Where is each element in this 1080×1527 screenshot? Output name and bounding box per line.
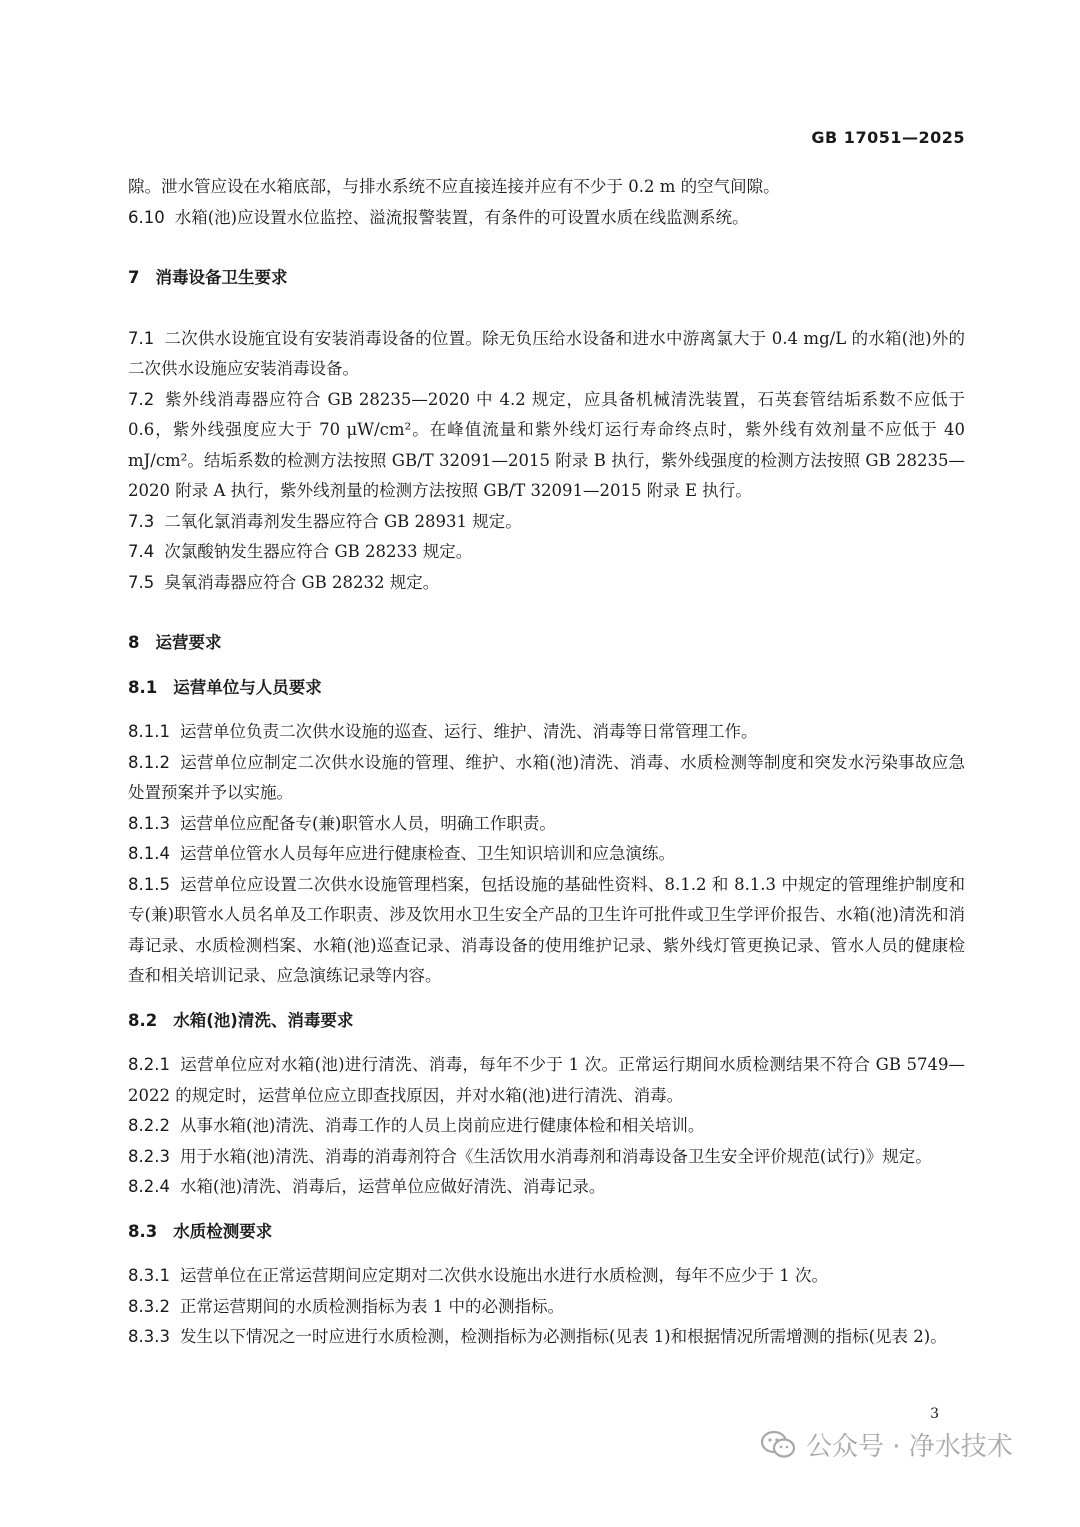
clause-number: 8.1 xyxy=(128,677,158,697)
document-code: GB 17051—2025 xyxy=(811,128,965,147)
clause-text: 水箱(池)应设置水位监控、溢流报警装置，有条件的可设置水质在线监测系统。 xyxy=(174,207,749,227)
clause-number: 8.3 xyxy=(128,1221,158,1241)
clause-number: 7 xyxy=(128,268,140,287)
clause-text: 二氧化氯消毒剂发生器应符合 GB 28931 规定。 xyxy=(164,511,522,531)
clause-number: 7.2 xyxy=(128,389,155,409)
clause-number: 8.1.3 xyxy=(128,813,170,833)
clause-text: 臭氧消毒器应符合 GB 28232 规定。 xyxy=(164,572,440,592)
clause-paragraph xyxy=(128,1322,965,1353)
spacer xyxy=(128,703,965,717)
clause-text: 消毒设备卫生要求 xyxy=(155,268,288,287)
document-body xyxy=(128,172,965,1353)
clause-paragraph xyxy=(128,748,965,809)
clause-text: 运营要求 xyxy=(155,633,222,652)
spacer xyxy=(128,1203,965,1217)
clause-text: 用于水箱(池)清洗、消毒的消毒剂符合《生活饮用水消毒剂和消毒设备卫生安全评价规范(试行)》规定。 xyxy=(179,1146,932,1166)
clause-number: 8 xyxy=(128,633,140,652)
clause-number: 8.1.1 xyxy=(128,722,170,741)
clause-text: 发生以下情况之一时应进行水质检测，检测指标为必测指标(见表 1)和根据情况所需增测的指标(见表 2)。 xyxy=(179,1327,947,1346)
clause-text: 运营单位管水人员每年应进行健康检查、卫生知识培训和应急演练。 xyxy=(179,844,675,863)
clause-number: 7.1 xyxy=(128,328,155,348)
clause-paragraph xyxy=(128,324,965,385)
clause-text: 水箱(池)清洗、消毒后，运营单位应做好清洗、消毒记录。 xyxy=(179,1177,606,1196)
clause-number: 6.10 xyxy=(128,207,165,227)
spacer xyxy=(128,294,965,324)
clause-text: 次氯酸钠发生器应符合 GB 28233 规定。 xyxy=(164,542,473,561)
clause-paragraph xyxy=(128,809,965,840)
clause-paragraph xyxy=(128,1172,965,1203)
clause-paragraph xyxy=(128,839,965,870)
clause-number: 8.3.1 xyxy=(128,1266,170,1285)
clause-text: 隙。泄水管应设在水箱底部，与排水系统不应直接连接并应有不少于 0.2 m 的空气间隙。 xyxy=(128,177,780,196)
section-heading xyxy=(128,673,965,704)
wechat-icon xyxy=(760,1430,796,1460)
clause-text: 运营单位应配备专(兼)职管水人员，明确工作职责。 xyxy=(179,813,556,833)
clause-text: 水质检测要求 xyxy=(173,1221,273,1241)
clause-number: 8.2.2 xyxy=(128,1116,170,1135)
clause-number: 8.3.3 xyxy=(128,1327,170,1346)
clause-number: 8.1.4 xyxy=(128,844,170,863)
clause-paragraph xyxy=(128,203,965,234)
clause-paragraph xyxy=(128,717,965,748)
clause-text: 运营单位应制定二次供水设施的管理、维护、水箱(池)清洗、消毒、水质检测等制度和突发水污染事故应急处置预案并予以实施。 xyxy=(128,752,965,802)
clause-text: 从事水箱(池)清洗、消毒工作的人员上岗前应进行健康体检和相关培训。 xyxy=(179,1116,705,1135)
clause-text: 水箱(池)清洗、消毒要求 xyxy=(173,1010,354,1030)
clause-text: 紫外线消毒器应符合 GB 28235—2020 中 4.2 规定，应具备机械清洗装置，石英套管结垢系数不应低于 0.6，紫外线强度应大于 70 μW/cm²。在峰值流量和紫外线灯运行寿命终点时，紫外线有效剂量不应低于 40 mJ/cm²。结垢系数的检测方法按照 GB/T 32091—2015 附录 B 执行，紫外线强度的检测方法按照 GB 28235—2020 附录 A 执行，紫外线剂量的检测方法按照 GB/T 32091—2015 附录 E 执行。 xyxy=(128,389,965,500)
clause-text: 二次供水设施宜设有安装消毒设备的位置。除无负压给水设备和进水中游离氯大于 0.4 mg/L 的水箱(池)外的二次供水设施应安装消毒设备。 xyxy=(128,328,965,378)
clause-text: 运营单位负责二次供水设施的巡查、运行、维护、清洗、消毒等日常管理工作。 xyxy=(179,722,758,741)
clause-paragraph xyxy=(128,1050,965,1111)
clause-text: 正常运营期间的水质检测指标为表 1 中的必测指标。 xyxy=(179,1296,564,1316)
section-heading xyxy=(128,1217,965,1248)
clause-text: 运营单位应对水箱(池)进行清洗、消毒，每年不少于 1 次。正常运行期间水质检测结果不符合 GB 5749—2022 的规定时，运营单位应立即查找原因，并对水箱(池)进行清洗、消毒。 xyxy=(128,1055,965,1105)
spacer xyxy=(128,1036,965,1050)
watermark xyxy=(760,1426,1013,1463)
clause-paragraph xyxy=(128,1142,965,1173)
clause-text: 运营单位与人员要求 xyxy=(173,677,322,697)
clause-paragraph xyxy=(128,870,965,992)
clause-number: 8.1.2 xyxy=(128,752,170,772)
clause-number: 8.2.1 xyxy=(128,1055,170,1074)
spacer xyxy=(128,992,965,1006)
spacer xyxy=(128,598,965,628)
watermark-text: 公众号 · 净水技术 xyxy=(806,1432,1013,1462)
clause-paragraph xyxy=(128,385,965,507)
page-number: 3 xyxy=(930,1406,939,1422)
clause-number: 8.1.5 xyxy=(128,874,170,894)
clause-number: 7.3 xyxy=(128,511,155,531)
clause-text: 运营单位应设置二次供水设施管理档案，包括设施的基础性资料、8.1.2 和 8.1.3 中规定的管理维护制度和专(兼)职管水人员名单及工作职责、涉及饮用水卫生安全产品的卫生许可批件或卫生学评价报告、水箱(池)清洗和消毒记录、水质检测档案、水箱(池)巡查记录、消毒设备的使用维护记录、紫外线灯管更换记录、管水人员的健康检查和相关培训记录、应急演练记录等内容。 xyxy=(128,874,965,985)
clause-number: 8.2 xyxy=(128,1010,158,1030)
clause-paragraph xyxy=(128,568,965,599)
section-heading xyxy=(128,1006,965,1037)
spacer xyxy=(128,1247,965,1261)
clause-text: 运营单位在正常运营期间应定期对二次供水设施出水进行水质检测，每年不应少于 1 次。 xyxy=(179,1266,828,1285)
section-heading xyxy=(128,263,965,294)
section-heading xyxy=(128,628,965,659)
spacer xyxy=(128,659,965,673)
clause-paragraph xyxy=(128,1111,965,1142)
clause-number: 8.2.3 xyxy=(128,1146,170,1166)
clause-paragraph xyxy=(128,172,965,203)
clause-paragraph xyxy=(128,1292,965,1323)
clause-number: 8.2.4 xyxy=(128,1177,170,1196)
clause-number: 7.4 xyxy=(128,542,155,561)
clause-number: 7.5 xyxy=(128,572,155,592)
clause-number: 8.3.2 xyxy=(128,1296,170,1316)
clause-paragraph xyxy=(128,1261,965,1292)
spacer xyxy=(128,233,965,263)
clause-paragraph xyxy=(128,537,965,568)
clause-paragraph xyxy=(128,507,965,538)
